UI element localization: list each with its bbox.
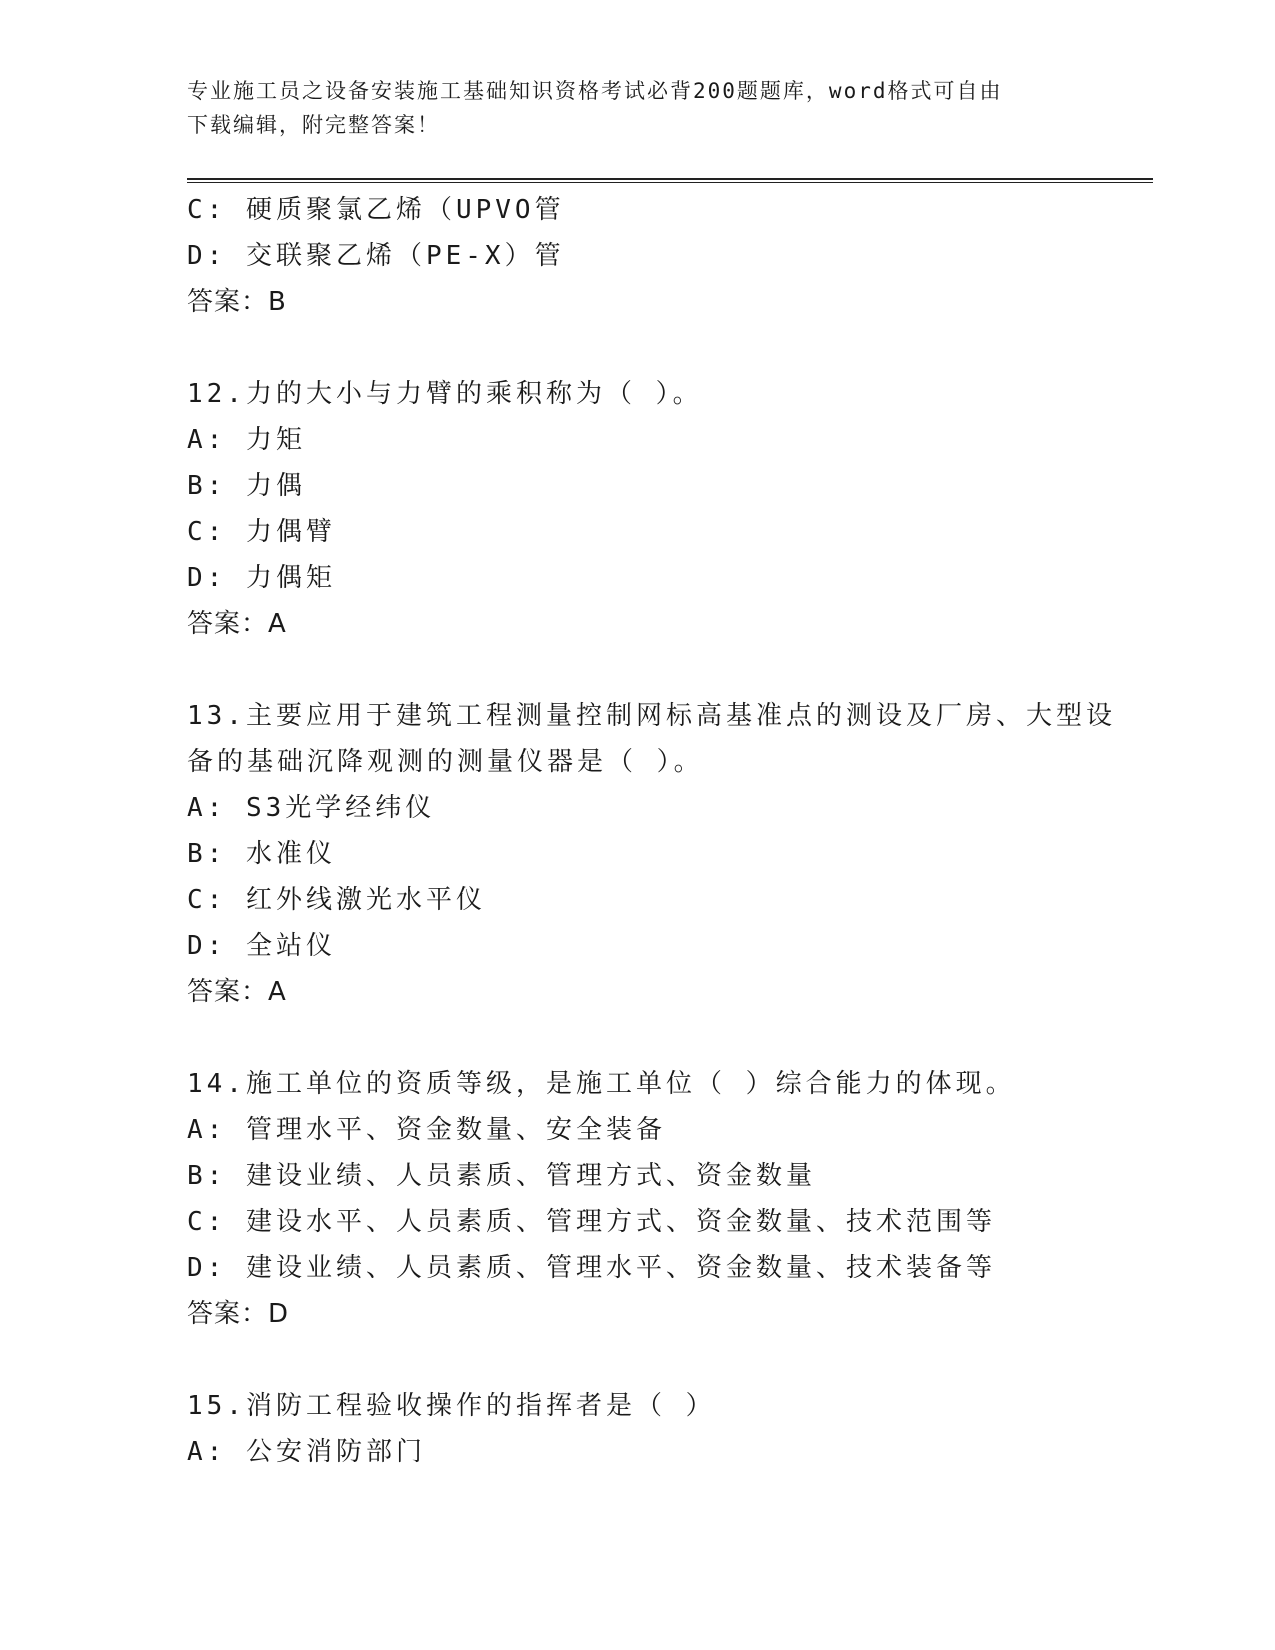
option-c: C: 建设水平、人员素质、管理方式、资金数量、技术范围等 [187,1207,996,1237]
answer-line: 答案：B [187,287,287,317]
option-d: D: 交联聚乙烯（PE-X）管 [187,241,565,271]
question-list [187,187,1153,1475]
option-b: B: 力偶 [187,471,306,501]
question-title-continued: 备的基础沉降观测的测量仪器是（ ）。 [187,747,704,777]
header-line-2: 下载编辑，附完整答案！ [187,113,440,137]
option-a: A: 力矩 [187,425,306,455]
option-d: D: 力偶矩 [187,563,336,593]
option-d: D: 建设业绩、人员素质、管理水平、资金数量、技术装备等 [187,1253,996,1283]
answer-line: 答案：A [187,609,287,639]
question-title: 14.施工单位的资质等级，是施工单位（ ）综合能力的体现。 [187,1069,1016,1099]
question-title: 12.力的大小与力臂的乘积称为（ ）。 [187,379,703,409]
header-divider [187,178,1153,183]
option-b: B: 水准仪 [187,839,336,869]
question-title: 13.主要应用于建筑工程测量控制网标高基准点的测设及厂房、大型设 [187,701,1116,731]
option-c: C: 红外线激光水平仪 [187,885,486,915]
option-b: B: 建设业绩、人员素质、管理方式、资金数量 [187,1161,816,1191]
option-d: D: 全站仪 [187,931,336,961]
option-c: C: 力偶臂 [187,517,336,547]
prev-question [187,187,1153,325]
question-13 [187,693,1153,1015]
header-line-1: 专业施工员之设备安装施工基础知识资格考试必背200题题库，word格式可自由 [187,79,1003,103]
option-c: C: 硬质聚氯乙烯（UPVO管 [187,195,565,225]
answer-line: 答案：D [187,1299,290,1329]
document-header [187,74,1067,142]
question-14 [187,1061,1153,1337]
answer-line: 答案：A [187,977,287,1007]
question-15 [187,1383,1153,1475]
question-12 [187,371,1153,647]
option-a: A: 管理水平、资金数量、安全装备 [187,1115,666,1145]
question-title: 15.消防工程验收操作的指挥者是（ ） [187,1391,716,1421]
option-a: A: 公安消防部门 [187,1437,426,1467]
option-a: A: S3光学经纬仪 [187,793,436,823]
